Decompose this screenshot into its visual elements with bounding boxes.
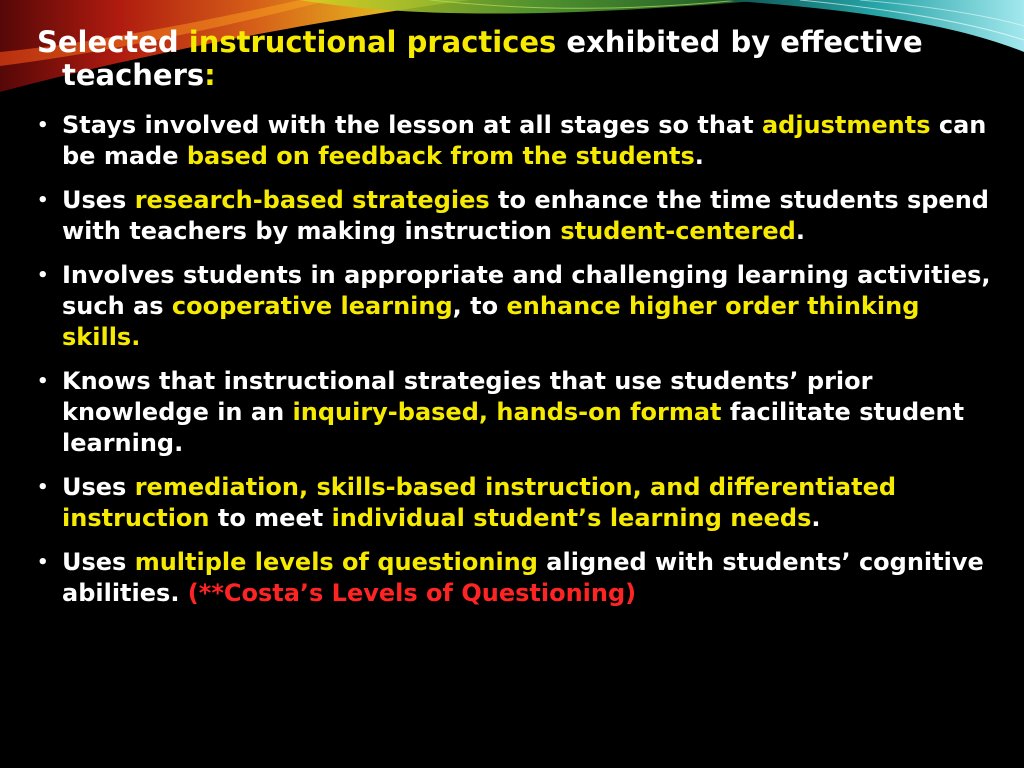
body-text: Involves students in appropriate and challenging learning activities, [62, 261, 991, 289]
bullet-line [62, 291, 991, 322]
body-text: Stays involved with the lesson at all stages so that [62, 111, 762, 139]
bullet-line [62, 216, 991, 247]
body-text: Uses [62, 548, 135, 576]
bullet-item [37, 185, 991, 247]
heading-text: teachers [62, 58, 205, 92]
bullet-line [62, 578, 991, 609]
bullet-line [62, 185, 991, 216]
body-text: with teachers by making instruction [62, 217, 561, 245]
highlight-text: skills. [62, 323, 141, 351]
heading-highlight: instructional practices [188, 25, 557, 59]
highlight-text: inquiry-based, hands-on format [292, 398, 722, 426]
heading-colon: : [204, 58, 216, 92]
highlight-text: adjustments [761, 111, 931, 139]
highlight-text: cooperative learning [171, 292, 453, 320]
highlight-text: individual student’s learning needs [331, 504, 812, 532]
body-text: abilities. [62, 579, 188, 607]
bullet-list [37, 110, 991, 622]
body-text: learning. [62, 429, 184, 457]
bullet-marker: • [37, 371, 49, 392]
bullet-item [37, 110, 991, 172]
body-text: . [795, 217, 805, 245]
body-text: . [694, 142, 704, 170]
highlight-text: research-based strategies [134, 186, 490, 214]
body-text: knowledge in an [62, 398, 293, 426]
bullet-marker: • [37, 552, 49, 573]
heading-line [37, 26, 923, 59]
bullet-line [62, 428, 991, 459]
body-text: to enhance the time students spend [489, 186, 989, 214]
bullet-line [62, 366, 991, 397]
highlight-text: student-centered [560, 217, 796, 245]
bullet-line [62, 503, 991, 534]
bullet-line [62, 472, 991, 503]
bullet-line [62, 322, 991, 353]
bullet-line [62, 260, 991, 291]
highlight-text: enhance higher order thinking [506, 292, 920, 320]
body-text: to meet [209, 504, 332, 532]
body-text: Knows that instructional strategies that use students’ prior [62, 367, 873, 395]
bullet-marker: • [37, 115, 49, 136]
heading-text: exhibited by effective [556, 25, 923, 59]
bullet-line [62, 141, 991, 172]
highlight-text: remediation, skills-based instruction, and differentiated [134, 473, 897, 501]
bullet-line [62, 110, 991, 141]
bullet-marker: • [37, 477, 49, 498]
heading-line [37, 59, 923, 92]
body-text: . [811, 504, 821, 532]
body-text: can [930, 111, 987, 139]
body-text: Uses [62, 473, 135, 501]
slide-heading [37, 26, 923, 92]
bullet-marker: • [37, 265, 49, 286]
highlight-text: multiple levels of questioning [134, 548, 538, 576]
bullet-item [37, 472, 991, 534]
bullet-item [37, 260, 991, 353]
body-text: such as [62, 292, 172, 320]
bullet-line [62, 547, 991, 578]
bullet-marker: • [37, 190, 49, 211]
highlight-text: instruction [62, 504, 210, 532]
body-text: Uses [62, 186, 135, 214]
bullet-line [62, 397, 991, 428]
bullet-item [37, 366, 991, 459]
body-text: , to [452, 292, 507, 320]
highlight-text: based on feedback from the students [186, 142, 695, 170]
body-text: aligned with students’ cognitive [537, 548, 984, 576]
heading-text: Selected [37, 25, 189, 59]
reference-note: (**Costa’s Levels of Questioning) [187, 579, 637, 607]
bullet-item [37, 547, 991, 609]
body-text: be made [62, 142, 187, 170]
body-text: facilitate student [721, 398, 965, 426]
